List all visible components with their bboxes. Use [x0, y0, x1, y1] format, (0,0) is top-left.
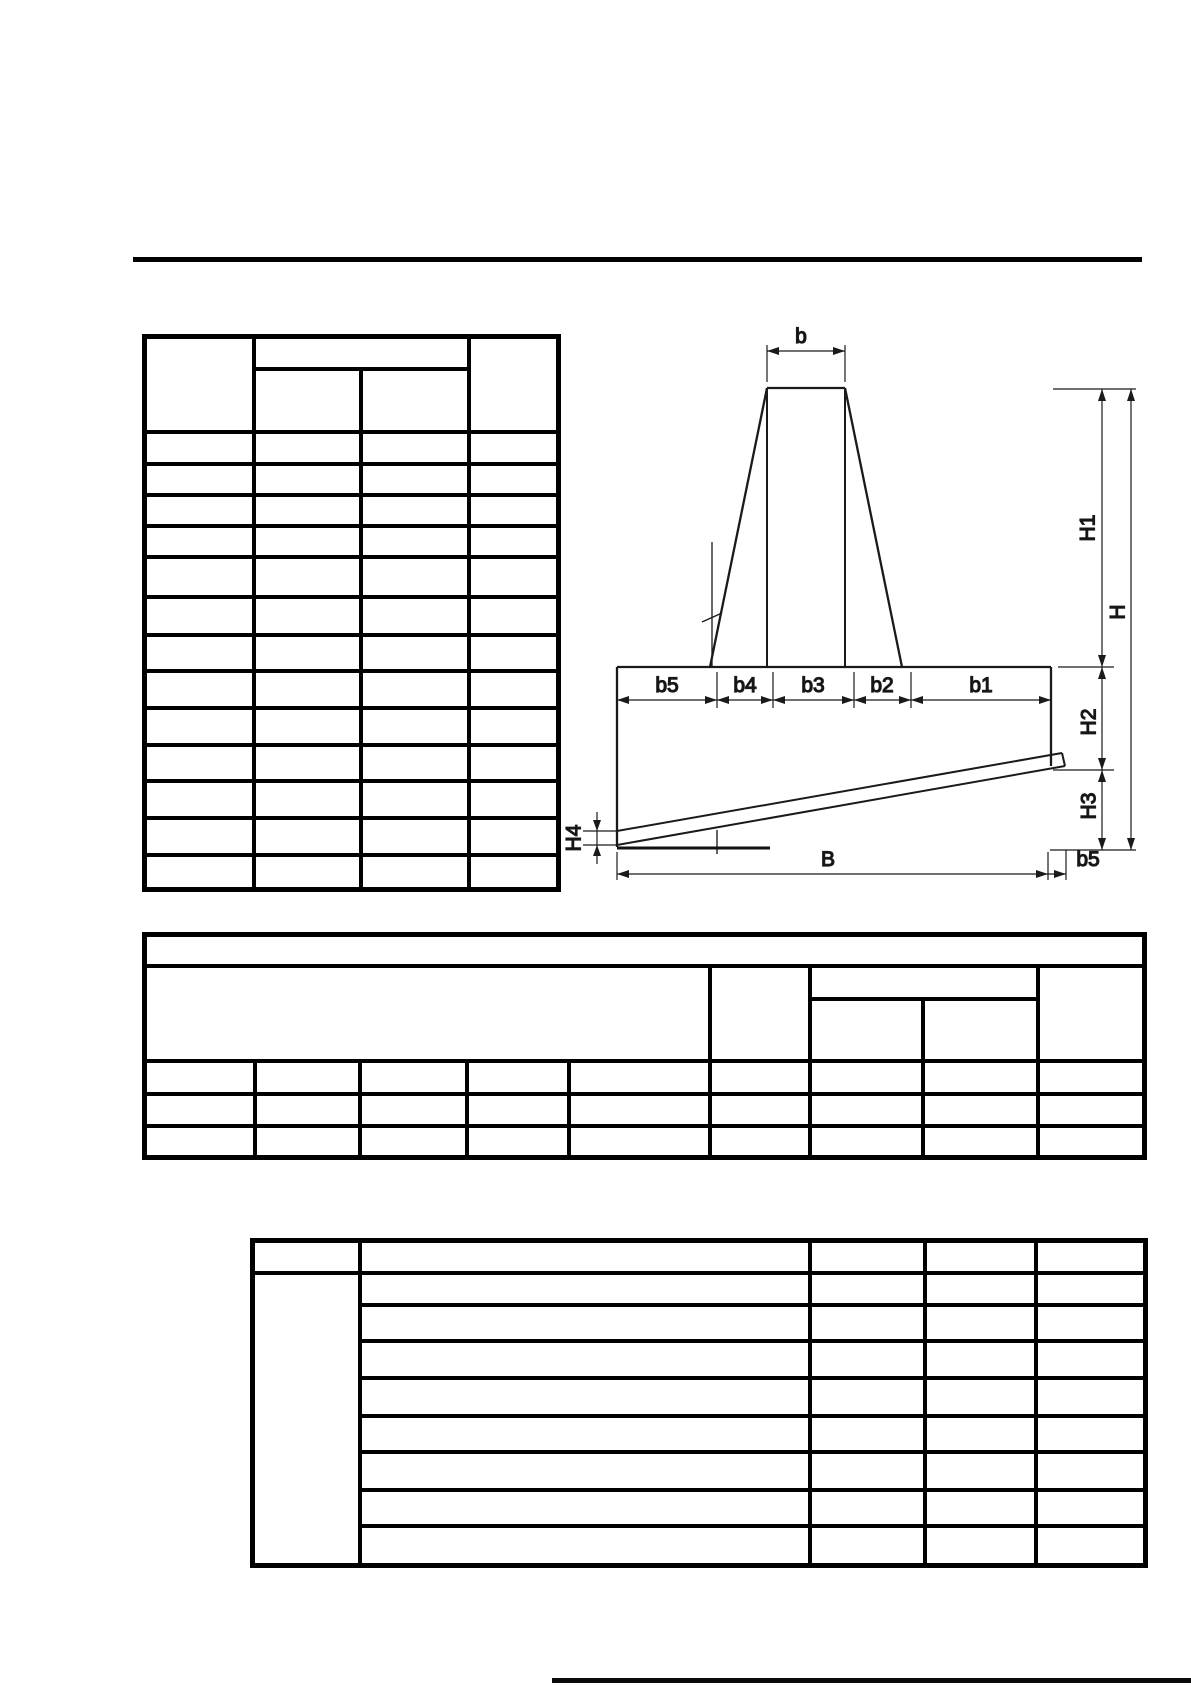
table-cell — [467, 1126, 569, 1158]
table-row — [145, 855, 559, 890]
table-cell — [254, 635, 361, 671]
table-cell — [923, 1094, 1038, 1126]
table-cell — [254, 597, 361, 635]
table-cell — [360, 1341, 810, 1378]
table-cell — [254, 745, 361, 781]
baseline — [617, 830, 770, 854]
table-cell — [145, 966, 710, 1061]
table-cell — [925, 1273, 1036, 1305]
table-cell — [810, 1341, 925, 1378]
table-cell — [923, 999, 1038, 1061]
table-cell — [810, 1273, 925, 1305]
table-cell — [361, 671, 469, 708]
table-cell — [810, 1490, 925, 1526]
table-row — [253, 1490, 1146, 1526]
table-cell — [925, 1378, 1036, 1416]
table-cell — [1036, 1490, 1146, 1526]
table-cell — [254, 781, 361, 818]
table-cell — [925, 1305, 1036, 1341]
table-row — [145, 818, 559, 855]
table-row — [145, 935, 1145, 966]
table-cell — [145, 935, 1145, 966]
table-row — [253, 1378, 1146, 1416]
dimension-B — [617, 848, 1048, 880]
table-cell — [1036, 1378, 1146, 1416]
table-cell — [810, 999, 923, 1061]
table-cell — [145, 495, 254, 526]
table-cell — [145, 781, 254, 818]
table-cell — [810, 1241, 925, 1273]
slope-reference — [702, 542, 722, 667]
table-cell — [145, 855, 254, 890]
table-cell — [925, 1416, 1036, 1452]
scan-edge-artifact — [552, 1678, 1191, 1683]
rail-profile-drawing — [540, 300, 1191, 900]
table-cell — [1038, 1094, 1145, 1126]
table-cell — [361, 369, 469, 432]
table-cell — [925, 1341, 1036, 1378]
label-b: b — [795, 325, 807, 348]
table-row — [145, 495, 559, 526]
table-row — [253, 1341, 1146, 1378]
table-row — [145, 745, 559, 781]
table-cell — [145, 671, 254, 708]
table-cell — [361, 818, 469, 855]
table-cell — [1038, 1126, 1145, 1158]
table-cell — [810, 1378, 925, 1416]
label-B: B — [820, 848, 836, 871]
table-cell — [710, 1061, 810, 1094]
table-row — [253, 1416, 1146, 1452]
table-cell — [145, 1126, 255, 1158]
table-cell — [360, 1305, 810, 1341]
table-cell — [361, 597, 469, 635]
table-cell — [1038, 1061, 1145, 1094]
table-cell — [361, 432, 469, 464]
table-cell — [145, 526, 254, 557]
table-cell — [360, 1416, 810, 1452]
table-cell — [361, 557, 469, 597]
label-b2: b2 — [870, 674, 894, 697]
table-cell — [810, 1452, 925, 1490]
table-cell — [145, 708, 254, 745]
table-row — [253, 1273, 1146, 1305]
table-cell — [361, 855, 469, 890]
label-b3: b3 — [801, 674, 825, 697]
table-cell — [810, 1094, 923, 1126]
table-cell — [360, 1061, 467, 1094]
dimension-heights — [1050, 389, 1136, 850]
table-cell — [710, 1126, 810, 1158]
table-cell — [1036, 1273, 1146, 1305]
table-cell — [254, 432, 361, 464]
label-b5-bottom: b5 — [1076, 848, 1100, 871]
profile-head — [710, 388, 902, 667]
table-cell — [467, 1061, 569, 1094]
table-cell — [145, 432, 254, 464]
table-cell — [361, 464, 469, 495]
table-cell — [925, 1452, 1036, 1490]
table-cell — [810, 966, 1038, 999]
table-row — [145, 1061, 1145, 1094]
table-cell — [810, 1526, 925, 1566]
table-cell — [360, 1273, 810, 1305]
table-row — [145, 526, 559, 557]
table-cell — [360, 1241, 810, 1273]
table-cell — [145, 635, 254, 671]
table-cell — [710, 1094, 810, 1126]
dimension-table-3 — [250, 1238, 1148, 1568]
table-row — [253, 1305, 1146, 1341]
foot-plate — [617, 753, 1065, 845]
table-cell — [361, 781, 469, 818]
table-cell — [255, 1094, 360, 1126]
table-cell — [253, 1241, 360, 1273]
label-H: H — [1106, 604, 1130, 620]
table-row — [145, 781, 559, 818]
table-row — [145, 432, 559, 464]
table-cell — [361, 495, 469, 526]
table-cell — [925, 1490, 1036, 1526]
table-cell — [710, 966, 810, 1061]
dimension-b5-bottom — [1048, 848, 1100, 880]
table-cell — [253, 1273, 360, 1566]
table-row — [145, 557, 559, 597]
table-cell — [254, 818, 361, 855]
table-row — [145, 671, 559, 708]
table-cell — [569, 1094, 710, 1126]
table-row — [253, 1241, 1146, 1273]
table-cell — [923, 1126, 1038, 1158]
table-cell — [925, 1241, 1036, 1273]
table-cell — [810, 1416, 925, 1452]
table-row — [145, 966, 1145, 999]
top-rule — [133, 257, 1142, 262]
table-cell — [361, 635, 469, 671]
dimension-H4 — [563, 812, 616, 864]
table-cell — [360, 1126, 467, 1158]
dimension-table-1 — [142, 334, 561, 892]
table-cell — [360, 1526, 810, 1566]
table-cell — [254, 708, 361, 745]
table-row — [145, 1126, 1145, 1158]
table-cell — [360, 1094, 467, 1126]
table-cell — [925, 1526, 1036, 1566]
label-b1: b1 — [969, 674, 993, 697]
table-cell — [145, 557, 254, 597]
table-cell — [810, 1061, 923, 1094]
table-cell — [569, 1061, 710, 1094]
table-cell — [1038, 966, 1145, 1061]
dimension-b — [767, 325, 845, 382]
table-cell — [255, 1061, 360, 1094]
table-cell — [254, 557, 361, 597]
table-cell — [1036, 1241, 1146, 1273]
table-cell — [254, 369, 361, 432]
table-cell — [923, 1061, 1038, 1094]
table-cell — [145, 464, 254, 495]
table-cell — [145, 597, 254, 635]
table-cell — [254, 855, 361, 890]
label-H3: H3 — [1077, 792, 1101, 820]
label-H2: H2 — [1077, 708, 1101, 736]
table-cell — [145, 818, 254, 855]
table-row — [145, 597, 559, 635]
table-cell — [255, 1126, 360, 1158]
table-cell — [145, 337, 254, 432]
table-cell — [1036, 1526, 1146, 1566]
table-cell — [361, 708, 469, 745]
table-cell — [254, 464, 361, 495]
table-cell — [145, 745, 254, 781]
label-b4: b4 — [733, 674, 757, 697]
table-cell — [1036, 1416, 1146, 1452]
table-row — [145, 337, 559, 369]
table-cell — [1036, 1341, 1146, 1378]
table-row — [145, 1094, 1145, 1126]
table-cell — [254, 671, 361, 708]
label-H1: H1 — [1076, 514, 1100, 542]
table-cell — [360, 1490, 810, 1526]
table-row — [145, 635, 559, 671]
table-row — [253, 1452, 1146, 1490]
table-cell — [810, 1305, 925, 1341]
table-cell — [361, 526, 469, 557]
table-cell — [254, 337, 469, 369]
label-H4: H4 — [562, 824, 586, 852]
table-cell — [254, 495, 361, 526]
table-cell — [254, 526, 361, 557]
dimension-b-chain — [617, 672, 1051, 708]
table-cell — [360, 1452, 810, 1490]
table-cell — [1036, 1452, 1146, 1490]
table-cell — [569, 1126, 710, 1158]
label-b5: b5 — [655, 674, 679, 697]
table-row — [145, 708, 559, 745]
table-cell — [361, 745, 469, 781]
table-cell — [145, 1061, 255, 1094]
table-cell — [1036, 1305, 1146, 1341]
table-row — [145, 464, 559, 495]
table-cell — [467, 1094, 569, 1126]
dimension-table-2 — [142, 932, 1147, 1160]
table-row — [253, 1526, 1146, 1566]
table-cell — [145, 1094, 255, 1126]
table-cell — [360, 1378, 810, 1416]
table-cell — [810, 1126, 923, 1158]
